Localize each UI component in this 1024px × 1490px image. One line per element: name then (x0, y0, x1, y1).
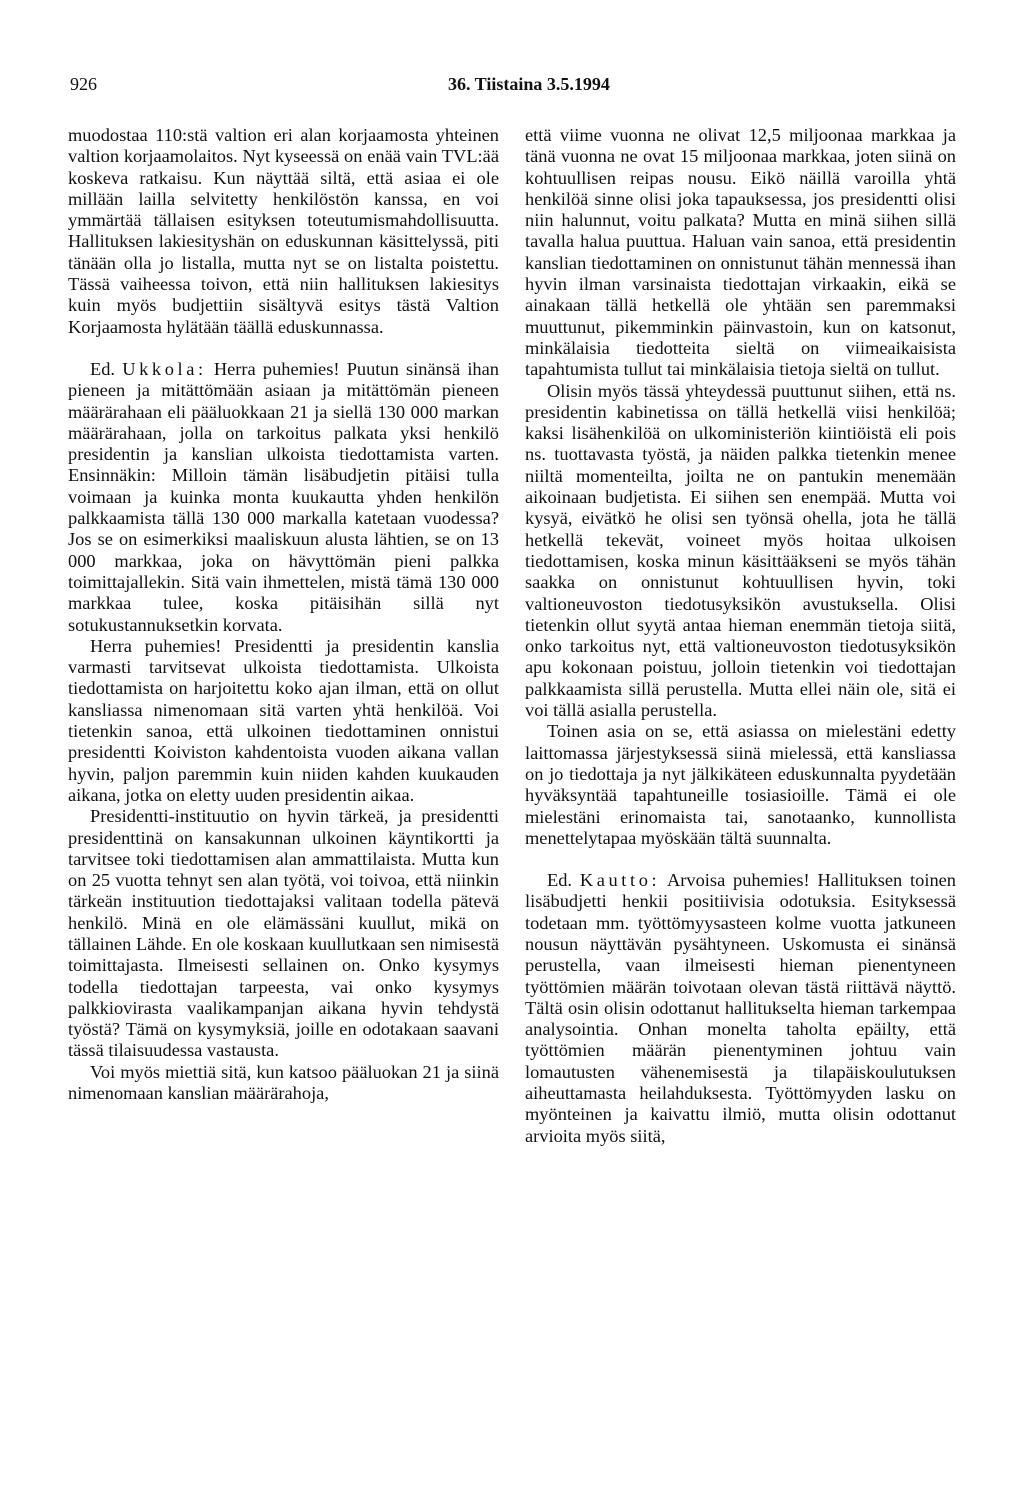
speaker-name-ukkola: Ukkola: (122, 358, 207, 379)
paragraph-toinen-asia: Toinen asia on se, että asiassa on mielestäni edetty laittomassa järjestyksessä siinä mielessä, että kansliassa on jo tiedottaja ja nyt jälkikäteen eduskunnalta pyydetään hyväksyntää tapahtuneille tosiasioille. Tämä ei ole mielestäni erinomaista tai, sanotaanko, kunnollista menettelytapaa myöskään tältä suunnalta. (525, 721, 956, 848)
speech-text: Herra puhemies! Puutun sinänsä ihan pieneen ja mitättömään asiaan ja mitättömän pieneen määrärahaan eli pääluokkaan 21 ja siellä 130 000 markan määrärahaan, jolla on tarkoitus palkata yksi henkilö presidentin ja kanslian ulkoista tiedottamista varten. Ensinnäkin: Milloin tämän lisäbudjetin pitäisi tulla voimaan ja kuinka monta kuukautta yhden henkilön palkkaamista tällä 130 000 markalla katetaan vuodessa? Jos se on esimerkiksi maaliskuun alusta lähtien, se on 13 000 markkaa, joka on hävyttömän pieni palkka toimittajallekin. Sitä vain ihmettelen, mistä tämä 130 000 markkaa tulee, koska pitäisihän sillä nyt sotukustannuksetkin korvata. (68, 358, 499, 635)
right-text-column (525, 125, 956, 1147)
paragraph-herra-puhemies: Herra puhemies! Presidentti ja presidentin kanslia varmasti tarvitsevat ulkoista tiedottamista. Ulkoista tiedottamista on harjoitettu koko ajan ilman, että on ollut kansliassa nimenomaan sitä varten yhtä henkilöä. Voi tietenkin sanoa, että ulkoinen tiedottaminen onnistui presidentti Koiviston kahdentoista vuoden aikana vallan hyvin, paljon paremmin kuin niiden kahden kuukauden aikana, jotka on eletty uuden presidentin aikaa. (68, 635, 499, 805)
paragraph-korjaamo: muodostaa 110:stä valtion eri alan korjaamosta yhteinen valtion korjaamolaitos. Nyt kyseessä on enää vain TVL:ää koskeva ratkaisu. Kun näyttää siltä, että asiaa ei ole millään lailla selvitetty henkilöstön kanssa, en voi ymmärtää tällaisen esityksen toteutumismahdollisuutta. Hallituksen lakiesityshän on eduskunnan käsittelyssä, piti tänään olla jo listalla, mutta nyt se on listalta poistettu. Tässä vaiheessa toivon, että niin hallituksen lakiesitys kuin myös budjettiin sisältyvä esitys tästä Valtion Korjaamosta hylätään täällä eduskunnassa. (68, 125, 499, 337)
speech-text: Arvoisa puhemies! Hallituksen toinen lisäbudjetti henkii positiivisia odotuksia. Esityksessä todetaan mm. työttömyysasteen kolme vuotta jatkuneen nousun näyttävän pysähtyneen. Uskomusta ei sinänsä perustella, vaan ilmeisesti hieman pienentyneen työttömien määrän toivotaan olevan tästä riittävä näyttö. Tältä osin olisin odottanut hallitukselta hieman tarkempaa analysointia. Onhan monelta taholta epäilty, että työttömien määrän pienentyminen johtuu vain lomautusten vähenemisestä ja tilapäiskoulutuksen aiheuttamasta heilahduksesta. Työttömyyden lasku on myönteinen ja kaivattu ilmiö, mutta olisin odottanut arvioita myös siitä, (525, 870, 956, 1146)
paragraph-kabinetti: Olisin myös tässä yhteydessä puuttunut siihen, että ns. presidentin kabinetissa on tällä hetkellä viisi henkilöä; kaksi lisähenkilöä on ulkoministeriön kiintiöistä eli pois ns. tuottavasta työstä, ja näiden palkka tietenkin menee niiltä momenteilta, joilta ne on pantukin menemään aikoinaan budjetista. Ei siihen sen enempää. Mutta voi kysyä, eivätkö he olisi sen työnsä ohella, jota he tällä hetkellä tekevät, voineet myös hoitaa ulkoisen tiedottamisen, koska minun käsittääkseni se myös tähän saakka on onnistunut kohtuullisen hyvin, toki valtioneuvoston tiedotusyksikön avustuksella. Olisi tietenkin ollut syytä antaa hieman enemmän tietoja siitä, onko tarkoitus nyt, että valtioneuvoston tiedotusyksikön apu kokonaan poistuu, jolloin tietenkin voi tiedottajan palkkaamista sillä perustella. Mutta ellei näin ole, sitä ei voi tällä asialla perustella. (525, 380, 956, 721)
paragraph-miljoonaa: että viime vuonna ne olivat 12,5 miljoonaa markkaa ja tänä vuonna ne ovat 15 miljoonaa markkaa, joten siinä on kohtuullisen reipas nousu. Eikö näillä varoilla yhtä henkilöä sinne olisi joka tapauksessa, jos presidentti olisi niin halunnut, voitu palkata? Mutta en minä siihen sillä tavalla halua puuttua. Haluan vain sanoa, että presidentin kanslian tiedottaminen on onnistunut tähän mennessä ihan hyvin ilman varsinaista tiedottajan virkaakin, eikä se ainakaan tällä hetkellä ole yhtään sen paremmaksi muuttunut, pikemminkin päinvastoin, kun on katsonut, minkälaisia tiedotteita sieltä on viimeaikaisista tapahtumista tullut tai minkälaisia tietoja sieltä on tullut. (525, 125, 956, 380)
page-number: 926 (70, 74, 97, 94)
speech-ukkola (68, 359, 499, 636)
left-text-column (68, 125, 499, 1104)
page-header (70, 74, 960, 100)
paragraph-presidentti-instituutio: Presidentti-instituutio on hyvin tärkeä, ja presidentti presidenttinä on kansakunnan ulkoinen käyntikortti ja tarvitsee toki tiedottamisen alan ammattilaista. Mutta kun on 25 vuotta tehnyt sen alan työtä, voi toivoa, että niinkin tärkeän instituution tiedottajaksi valitaan todella pätevä henkilö. Minä en ole elämässäni kuullut, mikä on tällainen Lähde. En ole koskaan kuullutkaan sen nimisestä toimittajasta. Ilmeisesti sellainen on. Onko kysymys todella tiedottajan tarpeesta, vai onko kysymys palkkiovirasta vaalikampanjan aikana hyvin tehdystä työstä? Tämä on kysymyksiä, joille en odotakaan saavani tässä tilaisuudessa vastausta. (68, 806, 499, 1061)
session-date-title: 36. Tiistaina 3.5.1994 (448, 74, 610, 94)
speaker-name-kautto: Kautto: (579, 870, 661, 891)
paragraph-paaluokka: Voi myös miettiä sitä, kun katsoo pääluokan 21 ja siinä nimenomaan kanslian määrärahoja, (68, 1061, 499, 1104)
speaker-prefix: Ed. (90, 358, 116, 379)
speech-kautto (525, 870, 956, 1147)
speaker-prefix: Ed. (547, 870, 573, 891)
